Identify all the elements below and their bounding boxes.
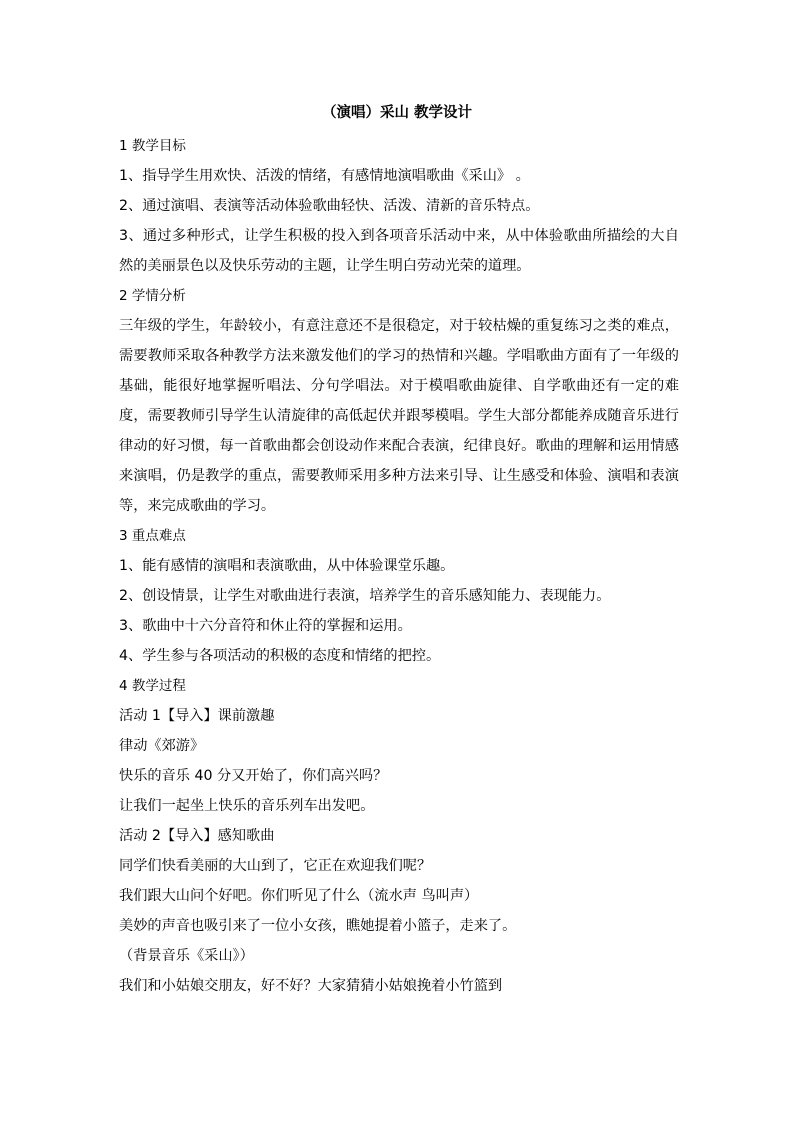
key-point-item-1: 1、能有感情的演唱和表演歌曲，从中体验课堂乐趣。 xyxy=(119,558,455,574)
process-line-2: 律动《郊游》 xyxy=(119,738,205,754)
process-line-4: 让我们一起坐上快乐的音乐列车出发吧。 xyxy=(119,798,375,814)
process-line-10: 我们和小姑娘交朋友，好不好？大家猜猜小姑娘挽着小竹篮到 xyxy=(119,978,503,994)
section-heading-key-points: 3 重点难点 xyxy=(119,528,186,544)
objective-item-1: 1、指导学生用欢快、活泼的情绪，有感情地演唱歌曲《采山》 。 xyxy=(119,168,530,184)
process-line-7: 我们跟大山问个好吧。你们听见了什么（流水声 鸟叫声） xyxy=(119,888,479,904)
objective-item-3: 3、通过多种形式，让学生积极的投入到各项音乐活动中来，从中体验歌曲所描绘的大自然的美丽景色以及快乐劳动的主题，让学生明白劳动光荣的道理。 xyxy=(119,228,679,274)
key-point-item-4: 4、学生参与各项活动的积极的态度和情绪的把控。 xyxy=(119,648,441,664)
process-line-8: 美妙的声音也吸引来了一位小女孩，瞧她提着小篮子，走来了。 xyxy=(119,918,517,934)
process-line-9: （背景音乐《采山》） xyxy=(119,948,254,964)
section-heading-analysis: 2 学情分析 xyxy=(119,288,186,304)
process-line-5: 活动 2【导入】感知歌曲 xyxy=(119,828,275,844)
objective-item-2: 2、通过演唱、表演等活动体验歌曲轻快、活泼、清新的音乐特点。 xyxy=(119,198,540,214)
document-title: （演唱）采山 教学设计 xyxy=(321,105,473,121)
document-body xyxy=(119,131,679,1001)
process-line-6: 同学们快看美丽的大山到了，它正在欢迎我们呢？ xyxy=(119,858,432,874)
section-heading-objectives: 1 教学目标 xyxy=(119,138,186,154)
key-point-item-2: 2、创设情景，让学生对歌曲进行表演，培养学生的音乐感知能力、表现能力。 xyxy=(119,588,611,604)
process-line-3: 快乐的音乐 40 分又开始了，你们高兴吗？ xyxy=(119,768,388,784)
key-point-item-3: 3、歌曲中十六分音符和休止符的掌握和运用。 xyxy=(119,618,412,634)
process-line-1: 活动 1【导入】课前激趣 xyxy=(119,708,275,724)
analysis-paragraph: 三年级的学生，年龄较小，有意注意还不是很稳定，对于较枯燥的重复练习之类的难点，需要教师采取各种教学方法来激发他们的学习的热情和兴趣。学唱歌曲方面有了一年级的基础，能很好地掌握听唱法、分句学唱法。对于模唱歌曲旋律、自学歌曲还有一定的难度，需要教师引导学生认清旋律的高低起伏并跟琴模唱。学生大部分都能养成随音乐进行律动的好习惯，每一首歌曲都会创设动作来配合表演，纪律良好。歌曲的理解和运用情感来演唱，仍是教学的重点，需要教师采用多种方法来引导、让生感受和体验、演唱和表演等，来完成歌曲的学习。 xyxy=(119,318,679,514)
section-heading-process: 4 教学过程 xyxy=(119,678,186,694)
